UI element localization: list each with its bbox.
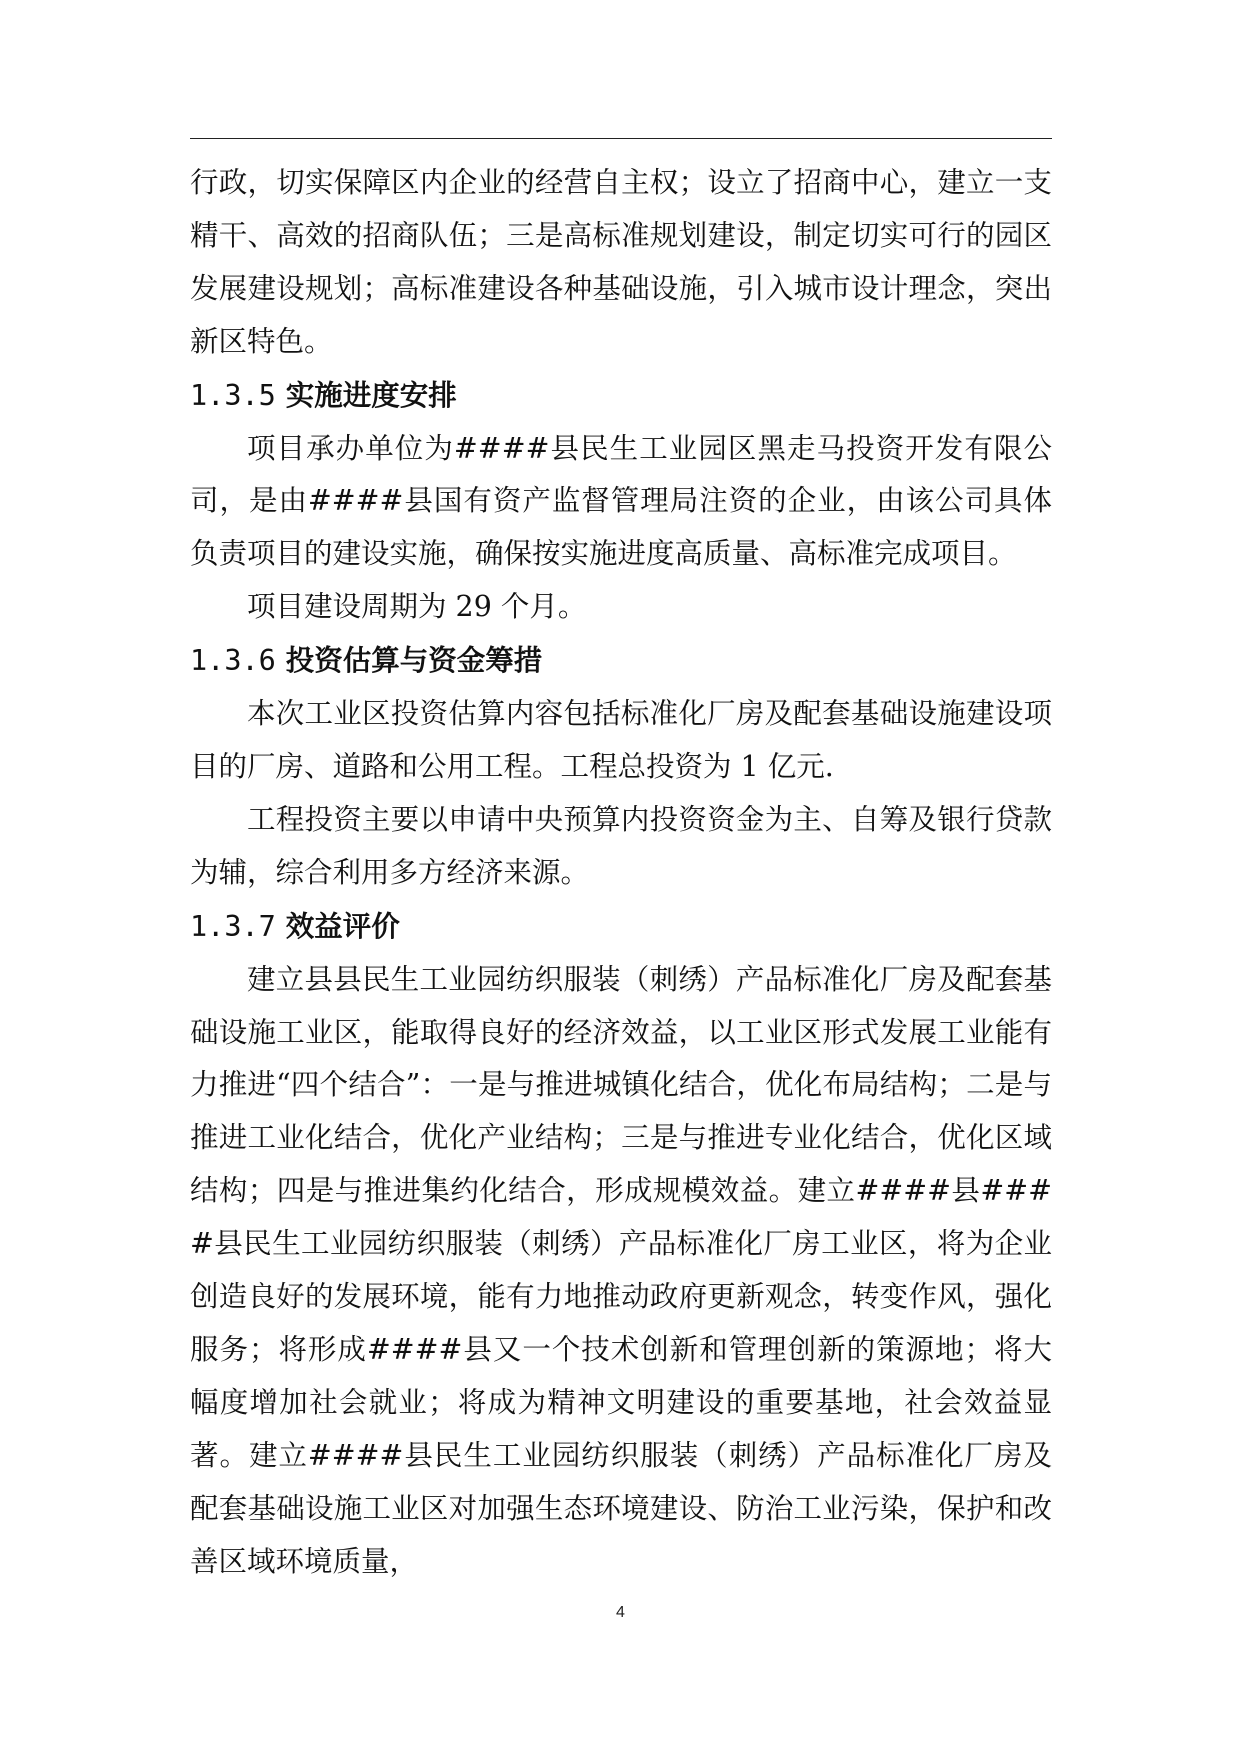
paragraph: 本次工业区投资估算内容包括标准化厂房及配套基础设施建设项目的厂房、道路和公用工程。工程总投资为 1 亿元. xyxy=(190,697,1052,783)
document-body xyxy=(190,157,1052,1588)
paragraph: 建立县县民生工业园纺织服装（刺绣）产品标准化厂房及配套基础设施工业区，能取得良好的经济效益，以工业区形式发展工业能有力推进“四个结合”：一是与推进城镇化结合，优化布局结构；二是与推进工业化结合，优化产业结构；三是与推进专业化结合，优化区域结构；四是与推进集约化结合，形成规模效益。建立####县####县民生工业园纺织服装（刺绣）产品标准化厂房工业区，将为企业创造良好的发展环境，能有力地推动政府更新观念，转变作风，强化服务；将形成####县又一个技术创新和管理创新的策源地；将大幅度增加社会就业；将成为精神文明建设的重要基地，社会效益显著。建立####县民生工业园纺织服装（刺绣）产品标准化厂房及配套基础设施工业区对加强生态环境建设、防治工业污染，保护和改善区域环境质量， xyxy=(190,962,1052,1578)
paragraph: 项目承办单位为####县民生工业园区黑走马投资开发有限公司，是由####县国有资产监督管理局注资的企业，由该公司具体负责项目的建设实施，确保按实施进度高质量、高标准完成项目。 xyxy=(190,431,1052,571)
section-heading-1-3-6 xyxy=(190,634,1052,688)
header-rule xyxy=(190,138,1052,139)
page-number: 4 xyxy=(616,1604,625,1621)
paragraph-continued: 行政，切实保障区内企业的经营自主权；设立了招商中心，建立一支精干、高效的招商队伍；三是高标准规划建设，制定切实可行的园区发展建设规划；高标准建设各种基础设施，引入城市设计理念，突出新区特色。 xyxy=(190,166,1052,358)
paragraph: 项目建设周期为 29 个月。 xyxy=(247,590,587,624)
section-number: 1.3.7 xyxy=(190,909,276,943)
section-title: 实施进度安排 xyxy=(285,377,457,412)
section-heading-1-3-7 xyxy=(190,900,1052,954)
section-title: 投资估算与资金筹措 xyxy=(285,643,543,678)
section-heading-1-3-5 xyxy=(190,369,1052,423)
section-number: 1.3.5 xyxy=(190,378,276,412)
paragraph: 工程投资主要以申请中央预算内投资资金为主、自筹及银行贷款为辅，综合利用多方经济来源。 xyxy=(190,802,1052,889)
section-title: 效益评价 xyxy=(285,908,400,943)
section-number: 1.3.6 xyxy=(190,644,276,678)
